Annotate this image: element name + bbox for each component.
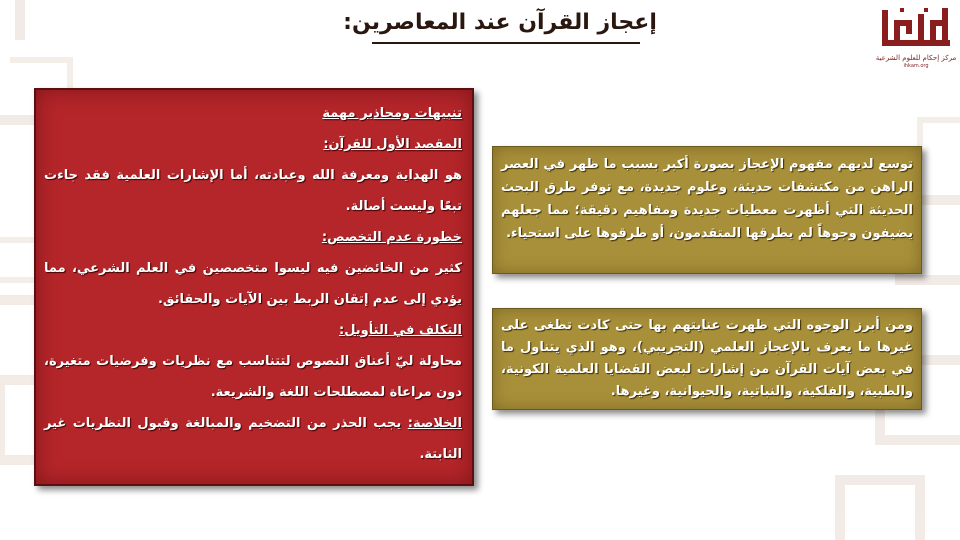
warnings-heading: تنبيهات ومحاذير مهمة bbox=[322, 106, 462, 121]
expansion-panel bbox=[492, 146, 922, 274]
section-title-purpose: المقصد الأول للقرآن: bbox=[323, 137, 462, 152]
logo-subtitle: مركز إحكام للعلوم الشرعية bbox=[875, 54, 957, 62]
scientific-miracle-emphasis: يعرف بالإعجاز العلمي (التجريبي) bbox=[636, 340, 852, 355]
warnings-panel bbox=[34, 88, 474, 486]
section-title-interpretation: التكلف في التأويل: bbox=[339, 323, 462, 338]
section-text-specialization: كثير من الخائضين فيه ليسوا متخصصين في العلم الشرعي، مما يؤدي إلى عدم إتقان الربط بين الآيات والحقائق. bbox=[44, 261, 462, 307]
scientific-text-before: ومن أبرز الوجوه التي ظهرت عنايتهم بها حتى كادت تطغى على غيرها ما bbox=[501, 318, 914, 355]
logo-tagline: ihkam.org bbox=[903, 63, 929, 69]
logo bbox=[874, 4, 958, 70]
logo-calligraphy-icon bbox=[880, 4, 952, 52]
scientific-text-after: ، وهو الذي يتناول ما في بعض آيات القرآن من إشارات لبعض القضايا العلمية الكونية، والطبية، والفلكية، والنباتية، والحيوانية، وغيرها. bbox=[501, 340, 913, 399]
title-underline bbox=[372, 42, 640, 44]
section-text-interpretation: محاولة ليّ أعناق النصوص لتتناسب مع نظريات وفرضيات متغيرة، دون مراعاة لمصطلحات اللغة والشريعة. bbox=[44, 354, 462, 400]
scientific-miracle-panel bbox=[492, 308, 922, 410]
section-title-specialization: خطورة عدم التخصص: bbox=[321, 230, 462, 245]
conclusion-text: يجب الحذر من التضخيم والمبالغة وقبول النظريات غير الثابتة. bbox=[44, 416, 462, 462]
slide-title: إعجاز القرآن عند المعاصرين: bbox=[343, 10, 657, 35]
section-text-purpose: هو الهداية ومعرفة الله وعبادته، أما الإشارات العلمية فقد جاءت تبعًا وليست أصالة. bbox=[44, 168, 462, 214]
conclusion-paragraph bbox=[44, 408, 462, 470]
conclusion-title: الخلاصة: bbox=[407, 416, 462, 431]
expansion-text: توسع لديهم مفهوم الإعجاز بصورة أكبر بسبب ما ظهر في العصر الراهن من مكتشفات حديثة، وعلوم جديدة، مع توفر طرق البحث الحديثة التي أظهرت معطيات جديدة ومفاهيم دقيقة؛ مما جعلهم يضيفون وجوهاً لم يطرقها المتقدمون، أو طرقوها على استحياء. bbox=[501, 157, 913, 241]
